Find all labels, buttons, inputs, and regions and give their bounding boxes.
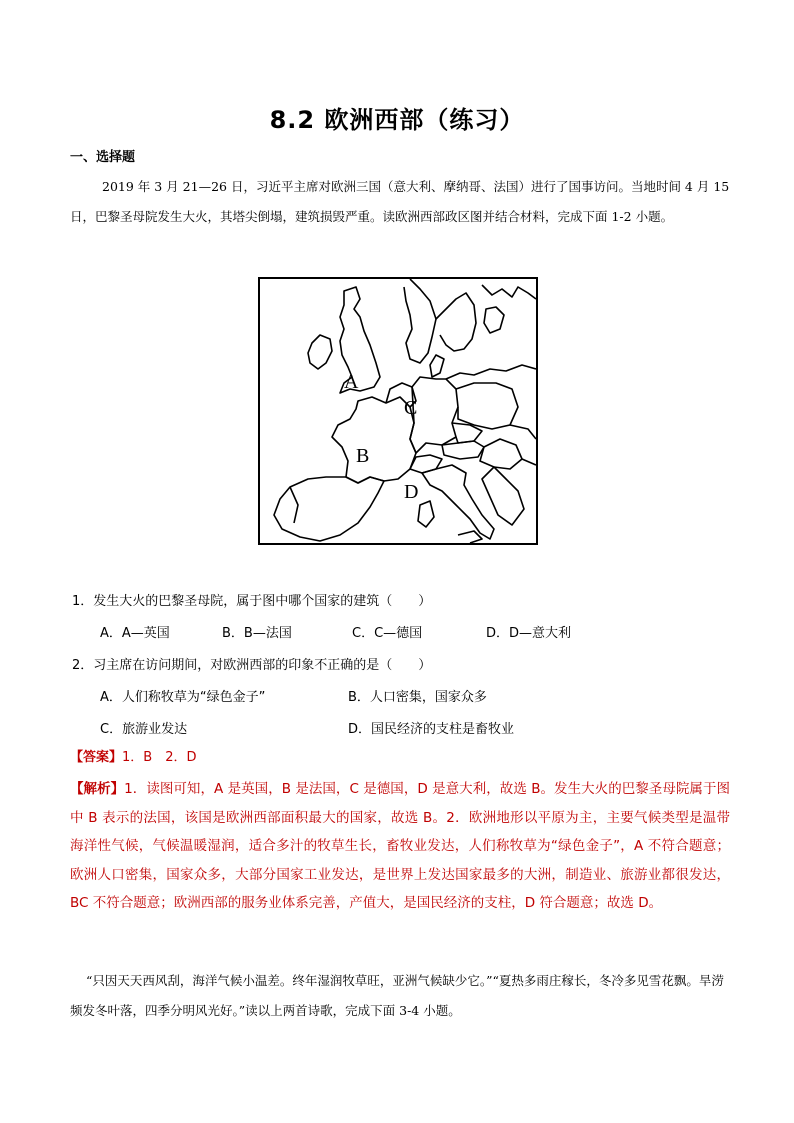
question-1-option-a: A．A—英国 [100,626,170,641]
map-label-b: B [356,445,370,467]
answer-text: 1．B 2．D [122,750,197,765]
answer-block [70,746,197,765]
map-label-a: A [344,371,359,393]
question-2-option-b: B．人口密集，国家众多 [348,690,487,705]
question-2-option-c: C．旅游业发达 [100,722,188,737]
analysis-block [70,775,730,918]
question-1-option-d: D．D—意大利 [486,626,572,641]
page-title: 8.2 欧洲西部（练习） [269,106,525,134]
analysis-text: 1．读图可知，A 是英国，B 是法国，C 是德国，D 是意大利，故选 B。发生大火的巴黎圣母院属于图中 B 表示的法国，该国是欧洲西部面积最大的国家，故选 B。2．欧洲地形以平原为主，主要气候类型是温带海洋性气候，气候温暖湿润，适合多汁的牧草生长，畜牧业发达，人们称牧草为“绿色金子”，A 不符合题意；欧洲人口密集，国家众多，大部分国家工业发达，是世界上发达国家最多的大洲，制造业、旅游业都很发达，BC 不符合题意；欧洲西部的服务业体系完善，产值大，是国民经济的支柱，D 符合题意；故选 D。 [70,781,731,911]
question-2-option-d: D．国民经济的支柱是畜牧业 [348,722,515,737]
map-drawing [260,279,536,543]
section-heading: 一、选择题 [70,150,136,165]
question-1-option-c: C．C—德国 [352,626,423,641]
answer-label: 【答案】 [70,750,123,765]
poem-paragraph: “只因天天西风刮，海洋气候小温差。终年湿润牧草旺，亚洲气候缺少它。”“夏热多雨庄稼长，冬冷多见雪花飘。旱涝频发冬叶落，四季分明风光好。”读以上两首诗歌，完成下面 3-4 小题。 [70,973,724,1018]
question-1-option-b: B．B—法国 [222,626,292,641]
europe-west-map [258,277,538,545]
question-2-option-a: A．人们称牧草为“绿色金子” [100,690,266,705]
map-label-c: C [404,397,418,419]
analysis-label: 【解析】 [70,781,125,797]
intro-paragraph: 2019 年 3 月 21—26 日，习近平主席对欧洲三国（意大利、摩纳哥、法国）进行了国事访问。当地时间 4 月 15 日，巴黎圣母院发生大火，其塔尖倒塌，建筑损毁严重。读欧洲西部政区图并结合材料，完成下面 1-2 小题。 [70,179,730,224]
question-1-stem: 1．发生大火的巴黎圣母院，属于图中哪个国家的建筑（ ） [72,594,432,609]
question-2-stem: 2．习主席在访问期间，对欧洲西部的印象不正确的是（ ） [72,658,432,673]
map-label-d: D [404,481,419,503]
